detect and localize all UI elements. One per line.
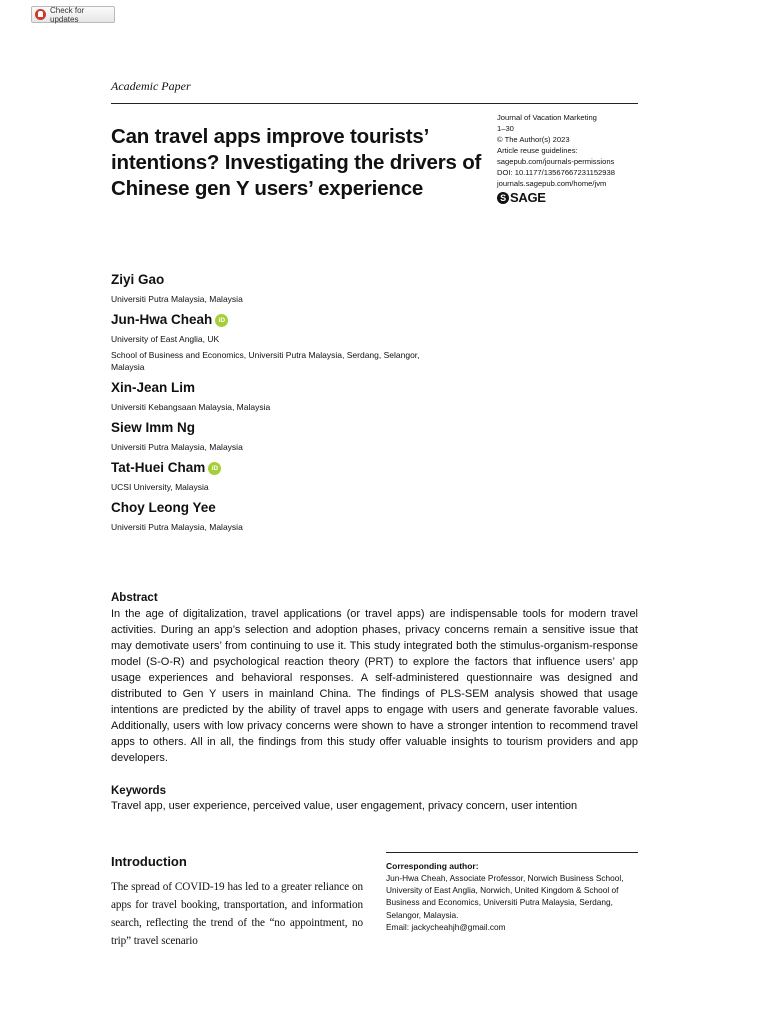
abstract-section [111, 591, 638, 766]
bookmark-icon [35, 9, 46, 20]
author-name: Siew Imm Ng [111, 420, 196, 435]
author-name-row [111, 459, 451, 477]
abstract-text: In the age of digitalization, travel applications (or travel apps) are indispensable tools for modern travel activities. During an app’s selection and adoption phases, privacy concerns remain a sensitive issue that may demotivate users’ from continuing to use it. This study integrated both the stimulus-organism-response model (S-O-R) and psychological reaction theory (PRT) to explore the factors that influence users’ app usage experiences and behavioral responses. A self-administered questionnaire was designed and distributed to Gen Y users in mainland China. The findings of PLS-SEM analysis showed that usage intentions are predicted by the ability of travel apps to engage with users and generate favorable values. Additionally, users with low privacy concerns were shown to have a stronger intention to recommend travel apps to others. All in all, the findings from this study offer valuable insights to tourism providers and app developers. [111, 608, 638, 764]
author-name: Tat-Huei Cham [111, 460, 206, 475]
author-affiliation: School of Business and Economics, Universiti Putra Malaysia, Serdang, Selangor, Malaysia [111, 350, 420, 372]
author-name: Choy Leong Yee [111, 500, 216, 515]
sage-logo [497, 190, 546, 205]
author-name-row [111, 271, 451, 289]
footnote-divider [386, 852, 638, 853]
keywords-heading: Keywords [111, 785, 166, 797]
check-for-updates-label: Check for updates [50, 5, 85, 24]
orcid-icon[interactable]: iD [208, 462, 221, 475]
author-name-row [111, 499, 451, 517]
sage-wordmark: SAGE [510, 190, 546, 205]
permissions-link[interactable]: sagepub.com/journals-permissions [497, 157, 615, 166]
keywords-text: Travel app, user experience, perceived value, user engagement, privacy concern, user intention [111, 800, 578, 812]
corresponding-author-heading: Corresponding author: [386, 861, 479, 871]
journal-homepage-link[interactable]: journals.sagepub.com/home/jvm [497, 179, 607, 188]
author-name-row [111, 311, 451, 329]
author-name: Ziyi Gao [111, 272, 165, 287]
author-entry [111, 271, 451, 305]
author-name: Xin-Jean Lim [111, 380, 196, 395]
check-for-updates-button[interactable] [31, 6, 115, 23]
author-name: Jun-Hwa Cheah [111, 312, 213, 327]
paper-title: Can travel apps improve tourists’ intentions? Investigating the drivers of Chinese gen Y users’ experience [111, 125, 482, 200]
orcid-icon[interactable]: iD [215, 314, 228, 327]
introduction-text: The spread of COVID-19 has led to a greater reliance on apps for travel booking, transportation, and information search, reflecting the trend of the “no appointment, no trip” travel scenario [111, 881, 363, 947]
doi[interactable]: DOI: 10.1177/13567667231152938 [497, 168, 615, 177]
author-entry [111, 311, 451, 373]
copyright: © The Author(s) 2023 [497, 135, 570, 144]
author-entry [111, 499, 451, 533]
author-list [111, 268, 451, 533]
keywords-section [111, 784, 638, 814]
author-affiliation: Universiti Putra Malaysia, Malaysia [111, 294, 243, 304]
abstract-heading: Abstract [111, 592, 158, 604]
corresponding-author-text: Jun-Hwa Cheah, Associate Professor, Norwich Business School, University of East Anglia, Norwich, United Kingdom & School of Business and Economics, Universiti Putra Malaysia, Serdang, Selangor, Malaysia. [386, 873, 624, 920]
article-category: Academic Paper [111, 79, 191, 93]
journal-name: Journal of Vacation Marketing [497, 113, 597, 122]
introduction-section [111, 853, 363, 950]
author-affiliation: Universiti Kebangsaan Malaysia, Malaysia [111, 402, 271, 412]
author-affiliation: University of East Anglia, UK [111, 334, 220, 344]
introduction-heading: Introduction [111, 854, 187, 869]
sage-s-icon: S [497, 192, 509, 204]
corresponding-author-email[interactable]: Email: jackycheahjh@gmail.com [386, 921, 506, 932]
page-range: 1–30 [497, 124, 514, 133]
author-affiliation: UCSI University, Malaysia [111, 482, 209, 492]
author-entry [111, 459, 451, 493]
reuse-guidelines-label: Article reuse guidelines: [497, 146, 578, 155]
author-name-row [111, 379, 451, 397]
author-affiliation: Universiti Putra Malaysia, Malaysia [111, 522, 243, 532]
author-name-row [111, 419, 451, 437]
author-entry [111, 379, 451, 413]
author-entry [111, 419, 451, 453]
header-divider [111, 103, 638, 104]
corresponding-author-note [386, 860, 642, 933]
author-affiliation: Universiti Putra Malaysia, Malaysia [111, 442, 243, 452]
journal-info [497, 112, 647, 189]
